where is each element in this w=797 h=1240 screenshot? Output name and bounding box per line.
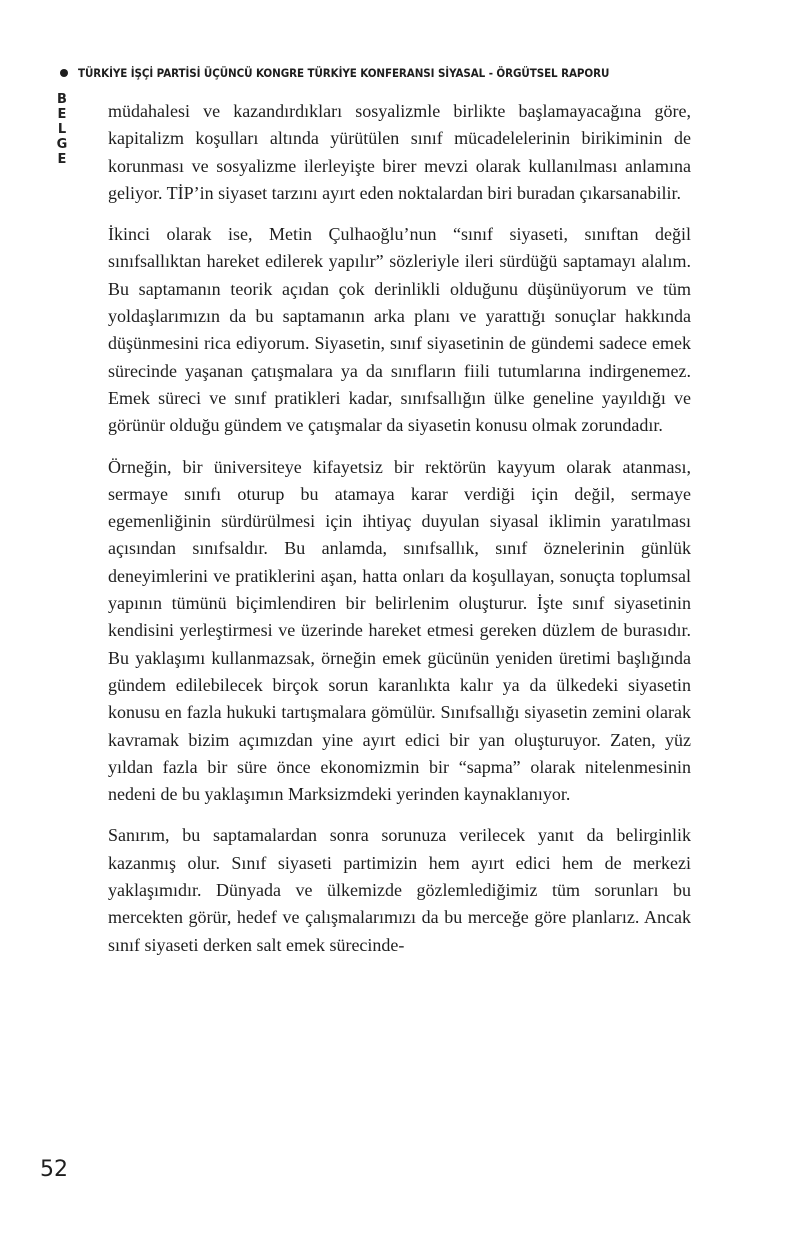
page-number: 52 [40, 1157, 68, 1182]
paragraph: müdahalesi ve kazandırdıkları sosyalizmle birlikte başlamayacağına göre, kapitalizm koşulları altında yürütülen sınıf mücadelelerinin birikiminin de korunması ve sosyalizme ilerleyişte birer mevzi olarak kullanılması anlamına geliyor. TİP’in siyaset tarzını ayırt eden noktalardan biri buradan çıkarsanabilir. [108, 101, 691, 203]
side-label-letter: L [57, 122, 67, 137]
side-label-letter: B [57, 92, 67, 107]
paragraph: İkinci olarak ise, Metin Çulhaoğlu’nun “sınıf siyaseti, sınıftan değil sınıfsallıktan hareket edilerek yapılır” sözleriyle ileri sürdüğü saptamayı alalım. Bu saptamanın teorik açıdan çok derinlikli olduğunu düşünüyorum ve tüm yoldaşlarımızın da bu saptamanın arka planı ve yarattığı sonuçlar hakkında düşünmesini rica ediyorum. Siyasetin, sınıf siyasetinin de gündemi sadece emek sürecinde yaşanan çatışmalara ya da sınıfların fiili tutumlarına indirgenemez. Emek süreci ve sınıf pratikleri kadar, sınıfsallığın ülke geneline yayıldığı ve görünür olduğu gündem ve çatışmalar da siyasetin konusu olmak zorundadır. [108, 224, 691, 436]
side-section-label [48, 92, 76, 167]
body-text [108, 98, 691, 973]
side-label-letter: E [57, 107, 67, 122]
bullet-icon [60, 69, 68, 77]
header-title: TÜRKİYE İŞÇİ PARTİSİ ÜÇÜNCÜ KONGRE TÜRKİYE KONFERANSI SİYASAL - ÖRGÜTSEL RAPORU [78, 66, 610, 80]
side-label-letter: E [57, 152, 67, 167]
side-label-letter: G [56, 137, 68, 152]
paragraph: Örneğin, bir üniversiteye kifayetsiz bir rektörün kayyum olarak atanması, sermaye sınıfı oturup bu atamaya karar verdiği için değil, sermaye egemenliğinin sürdürülmesi için ihtiyaç duyulan siyasal iklimin yaratılması açısından sınıfsaldır. Bu anlamda, sınıfsallık, sınıf öznelerinin günlük deneyimlerini ve pratiklerini aşan, hatta onları da koşullayan, sonuçta toplumsal yapının tümünü biçimlendiren bir belirlenim oluşturur. İşte sınıf siyasetinin kendisini yerleştirmesi ve üzerinde hareket etmesi gereken düzlem de burasıdır. Bu yaklaşımı kullanmazsak, örneğin emek gücünün yeniden üretimi başlığında gündem edilebilecek birçok sorun karanlıkta kalır ya da ülkedeki siyasetin konusu en fazla hukuki tartışmalara gömülür. Sınıfsallığı siyasetin zemini olarak kavramak bizim açımızdan yine ayırt edici bir yan oluşturuyor. Zaten, yüz yıldan fazla bir süre önce ekonomizmin bir “sapma” olarak nitelenmesinin nedeni de bu yaklaşımın Marksizmdeki yerinden kaynaklanıyor. [108, 456, 691, 805]
running-header [60, 66, 668, 80]
paragraph: Sanırım, bu saptamalardan sonra sorunuza verilecek yanıt da belirginlik kazanmış olur. Sınıf siyaseti partimizin hem ayırt edici hem de merkezi yaklaşımıdır. Dünyada ve ülkemizde gözlemlediğimiz tüm sorunları bu mercekten görür, hedef ve çalışmalarımızı da bu merceğe göre planlarız. Ancak sınıf siyaseti derken salt emek sürecinde- [108, 825, 691, 955]
